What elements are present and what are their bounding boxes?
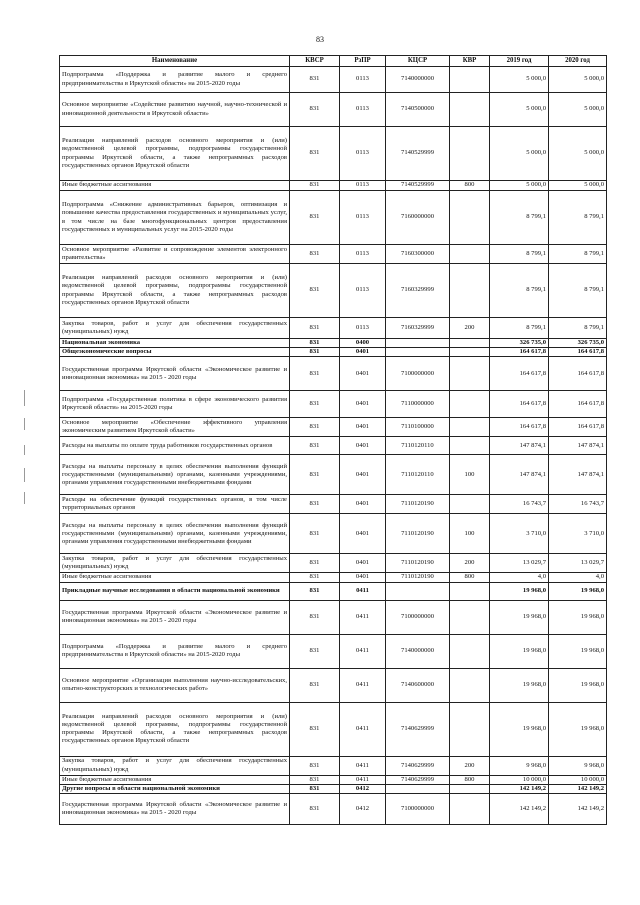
column-header-name: Наименование <box>60 56 290 67</box>
cell-2019: 5 000,0 <box>490 127 549 181</box>
cell-name: Подпрограмма «Поддержка и развитие малого и среднего предпринимательства в Иркутской области» на 2015-2020 годы <box>60 634 290 668</box>
cell-rzpr: 0411 <box>340 634 386 668</box>
cell-kcsr: 7140629999 <box>386 775 450 784</box>
table-row <box>60 514 607 554</box>
cell-kvsr: 831 <box>290 127 340 181</box>
cell-rzpr: 0411 <box>340 668 386 702</box>
cell-rzpr: 0411 <box>340 600 386 634</box>
cell-rzpr: 0401 <box>340 573 386 582</box>
cell-kvsr: 831 <box>290 784 340 793</box>
cell-kvr: 200 <box>450 756 490 775</box>
cell-kcsr: 7110000000 <box>386 391 450 418</box>
cell-kvr <box>450 264 490 318</box>
cell-kcsr: 7160300000 <box>386 245 450 264</box>
cell-name: Расходы на выплаты персоналу в целях обеспечения выполнения функций государственными (муниципальными) органами, казенными учреждениями, органами управления государственными внебюджетными фондами <box>60 514 290 554</box>
cell-kvr <box>450 391 490 418</box>
cell-name: Основное мероприятие «Организация выполнения научно-исследовательских, опытно-конструкторских и технологических работ» <box>60 668 290 702</box>
cell-rzpr: 0113 <box>340 245 386 264</box>
table-row <box>60 245 607 264</box>
column-header-2019: 2019 год <box>490 56 549 67</box>
cell-kvsr: 831 <box>290 245 340 264</box>
table-row <box>60 391 607 418</box>
cell-kvsr: 831 <box>290 264 340 318</box>
cell-2020: 147 874,1 <box>549 455 607 495</box>
cell-name: Расходы на выплаты по оплате труда работников государственных органов <box>60 437 290 455</box>
table-row <box>60 794 607 825</box>
table-row <box>60 67 607 93</box>
cell-kcsr: 7100000000 <box>386 794 450 825</box>
cell-2020: 9 968,0 <box>549 756 607 775</box>
table-row <box>60 784 607 793</box>
cell-name: Государственная программа Иркутской области «Экономическое развитие и инновационная экономика» на 2015 - 2020 годы <box>60 794 290 825</box>
cell-rzpr: 0113 <box>340 181 386 191</box>
cell-kcsr: 7140000000 <box>386 634 450 668</box>
table-row <box>60 455 607 495</box>
table-row <box>60 93 607 127</box>
cell-kcsr: 7100000000 <box>386 600 450 634</box>
cell-kcsr: 7140529999 <box>386 127 450 181</box>
cell-2020: 5 000,0 <box>549 127 607 181</box>
table-row <box>60 775 607 784</box>
cell-rzpr: 0113 <box>340 264 386 318</box>
cell-2019: 19 968,0 <box>490 668 549 702</box>
table-row <box>60 191 607 245</box>
cell-2020: 19 968,0 <box>549 634 607 668</box>
cell-2019: 147 874,1 <box>490 455 549 495</box>
table-row <box>60 600 607 634</box>
table-row <box>60 702 607 756</box>
cell-2020: 164 617,8 <box>549 357 607 391</box>
cell-2020: 5 000,0 <box>549 93 607 127</box>
cell-kvr: 200 <box>450 554 490 573</box>
cell-kvsr: 831 <box>290 348 340 357</box>
table-row <box>60 418 607 437</box>
cell-kvsr: 831 <box>290 668 340 702</box>
cell-kvsr: 831 <box>290 756 340 775</box>
cell-kcsr: 7160329999 <box>386 318 450 339</box>
cell-2019: 5 000,0 <box>490 67 549 93</box>
cell-kvr <box>450 582 490 600</box>
cell-name: Расходы на выплаты персоналу в целях обеспечения выполнения функций государственными (муниципальными) органами, казенными учреждениями, органами управления государственными внебюджетными фондами <box>60 455 290 495</box>
cell-name: Реализация направлений расходов основного мероприятия и (или) ведомственной целевой программы, подпрограммы государственной программы Иркутской области, а также непрограммных расходов государственных органов Иркутской области <box>60 127 290 181</box>
cell-2020: 5 000,0 <box>549 67 607 93</box>
cell-2019: 8 799,1 <box>490 245 549 264</box>
cell-kcsr: 7110120110 <box>386 437 450 455</box>
cell-kvr <box>450 495 490 514</box>
column-header-rzpr: РзПР <box>340 56 386 67</box>
table-row <box>60 582 607 600</box>
cell-2019: 3 710,0 <box>490 514 549 554</box>
table-row <box>60 357 607 391</box>
cell-kcsr: 7160329999 <box>386 264 450 318</box>
scan-margin-marks <box>20 390 34 510</box>
page-number: 83 <box>316 35 324 44</box>
cell-kvsr: 831 <box>290 437 340 455</box>
cell-rzpr: 0401 <box>340 391 386 418</box>
cell-kvr <box>450 348 490 357</box>
cell-name: Закупка товаров, работ и услуг для обеспечения государственных (муниципальных) нужд <box>60 554 290 573</box>
table-row <box>60 339 607 348</box>
cell-name: Подпрограмма «Снижение административных барьеров, оптимизация и повышение качества предоставления государственных и муниципальных услуг, в том числе на базе многофункциональных центров предоставления государственных и муниципальных услуг на 2015-2020 годы <box>60 191 290 245</box>
cell-kvsr: 831 <box>290 554 340 573</box>
cell-2019: 142 149,2 <box>490 794 549 825</box>
cell-kvr <box>450 127 490 181</box>
cell-kvr: 100 <box>450 514 490 554</box>
cell-2020: 10 000,0 <box>549 775 607 784</box>
cell-kcsr: 7110100000 <box>386 418 450 437</box>
cell-kvr: 800 <box>450 573 490 582</box>
cell-2019: 9 968,0 <box>490 756 549 775</box>
table-row <box>60 127 607 181</box>
cell-rzpr: 0401 <box>340 357 386 391</box>
cell-kvr <box>450 702 490 756</box>
cell-kvr <box>450 191 490 245</box>
column-header-2020: 2020 год <box>549 56 607 67</box>
cell-kcsr: 7140600000 <box>386 668 450 702</box>
table-row <box>60 634 607 668</box>
cell-rzpr: 0113 <box>340 127 386 181</box>
cell-2020: 164 617,8 <box>549 418 607 437</box>
cell-2019: 19 968,0 <box>490 582 549 600</box>
cell-rzpr: 0401 <box>340 554 386 573</box>
cell-rzpr: 0401 <box>340 495 386 514</box>
cell-kvsr: 831 <box>290 495 340 514</box>
cell-2019: 19 968,0 <box>490 634 549 668</box>
cell-rzpr: 0113 <box>340 318 386 339</box>
cell-kcsr <box>386 784 450 793</box>
table-row <box>60 318 607 339</box>
cell-kcsr <box>386 339 450 348</box>
cell-2020: 19 968,0 <box>549 702 607 756</box>
column-header-kvr: КВР <box>450 56 490 67</box>
cell-rzpr: 0412 <box>340 794 386 825</box>
cell-rzpr: 0401 <box>340 418 386 437</box>
cell-2019: 164 617,8 <box>490 391 549 418</box>
table-row <box>60 348 607 357</box>
cell-2019: 8 799,1 <box>490 318 549 339</box>
cell-2020: 142 149,2 <box>549 794 607 825</box>
budget-table <box>59 55 607 825</box>
cell-rzpr: 0411 <box>340 756 386 775</box>
cell-2020: 326 735,0 <box>549 339 607 348</box>
cell-2019: 164 617,8 <box>490 348 549 357</box>
cell-2020: 4,0 <box>549 573 607 582</box>
cell-kvsr: 831 <box>290 702 340 756</box>
cell-2019: 5 000,0 <box>490 93 549 127</box>
cell-kvr <box>450 784 490 793</box>
cell-kvsr: 831 <box>290 391 340 418</box>
cell-2020: 147 874,1 <box>549 437 607 455</box>
cell-rzpr: 0401 <box>340 455 386 495</box>
cell-kcsr: 7160000000 <box>386 191 450 245</box>
cell-kvr <box>450 245 490 264</box>
cell-2020: 19 968,0 <box>549 582 607 600</box>
cell-kvsr: 831 <box>290 455 340 495</box>
cell-name: Другие вопросы в области национальной экономики <box>60 784 290 793</box>
cell-kvsr: 831 <box>290 794 340 825</box>
cell-rzpr: 0401 <box>340 348 386 357</box>
cell-kcsr: 7110120110 <box>386 455 450 495</box>
cell-2019: 4,0 <box>490 573 549 582</box>
cell-name: Национальная экономика <box>60 339 290 348</box>
cell-kvr <box>450 339 490 348</box>
cell-kvr <box>450 634 490 668</box>
cell-name: Иные бюджетные ассигнования <box>60 181 290 191</box>
cell-2019: 10 000,0 <box>490 775 549 784</box>
cell-name: Государственная программа Иркутской области «Экономическое развитие и инновационная экономика» на 2015 - 2020 годы <box>60 357 290 391</box>
cell-rzpr: 0113 <box>340 191 386 245</box>
cell-2020: 3 710,0 <box>549 514 607 554</box>
cell-2020: 19 968,0 <box>549 600 607 634</box>
cell-kcsr: 7140529999 <box>386 181 450 191</box>
cell-2019: 326 735,0 <box>490 339 549 348</box>
cell-name: Реализация направлений расходов основного мероприятия и (или) ведомственной целевой программы, подпрограммы государственной программы Иркутской области, а также непрограммных расходов государственных органов Иркутской области <box>60 702 290 756</box>
cell-name: Иные бюджетные ассигнования <box>60 573 290 582</box>
cell-kcsr: 7110120190 <box>386 573 450 582</box>
cell-name: Закупка товаров, работ и услуг для обеспечения государственных (муниципальных) нужд <box>60 318 290 339</box>
cell-rzpr: 0113 <box>340 93 386 127</box>
column-header-kcsr: КЦСР <box>386 56 450 67</box>
table-row <box>60 668 607 702</box>
cell-2019: 164 617,8 <box>490 418 549 437</box>
cell-kvsr: 831 <box>290 573 340 582</box>
cell-2020: 8 799,1 <box>549 245 607 264</box>
cell-2020: 5 000,0 <box>549 181 607 191</box>
cell-kvr: 800 <box>450 775 490 784</box>
cell-2019: 164 617,8 <box>490 357 549 391</box>
cell-kvr: 200 <box>450 318 490 339</box>
table-row <box>60 554 607 573</box>
cell-kvsr: 831 <box>290 181 340 191</box>
cell-2020: 8 799,1 <box>549 318 607 339</box>
cell-2020: 8 799,1 <box>549 191 607 245</box>
cell-rzpr: 0411 <box>340 775 386 784</box>
cell-kcsr: 7140629999 <box>386 702 450 756</box>
cell-kvsr: 831 <box>290 634 340 668</box>
cell-kvr <box>450 357 490 391</box>
table-row <box>60 573 607 582</box>
table-row <box>60 264 607 318</box>
cell-2019: 147 874,1 <box>490 437 549 455</box>
cell-kvsr: 831 <box>290 514 340 554</box>
cell-name: Общеэкономические вопросы <box>60 348 290 357</box>
cell-name: Прикладные научные исследования в области национальной экономики <box>60 582 290 600</box>
table-header-row <box>60 56 607 67</box>
cell-name: Реализация направлений расходов основного мероприятия и (или) ведомственной целевой программы, подпрограммы государственной программы Иркутской области, а также непрограммных расходов государственных органов Иркутской области <box>60 264 290 318</box>
cell-2019: 8 799,1 <box>490 191 549 245</box>
cell-kcsr: 7140500000 <box>386 93 450 127</box>
cell-2019: 13 029,7 <box>490 554 549 573</box>
cell-rzpr: 0401 <box>340 437 386 455</box>
cell-name: Основное мероприятие «Обеспечение эффективного управления экономическим развитием Иркутской области» <box>60 418 290 437</box>
cell-kvsr: 831 <box>290 582 340 600</box>
cell-kvr <box>450 67 490 93</box>
cell-kvr: 100 <box>450 455 490 495</box>
cell-name: Основное мероприятие «Развитие и сопровождение элементов электронного правительства» <box>60 245 290 264</box>
cell-2020: 13 029,7 <box>549 554 607 573</box>
cell-kcsr <box>386 348 450 357</box>
cell-rzpr: 0411 <box>340 702 386 756</box>
cell-kcsr: 7140629999 <box>386 756 450 775</box>
cell-2019: 19 968,0 <box>490 600 549 634</box>
cell-rzpr: 0411 <box>340 582 386 600</box>
cell-2019: 19 968,0 <box>490 702 549 756</box>
cell-rzpr: 0400 <box>340 339 386 348</box>
cell-kvsr: 831 <box>290 775 340 784</box>
cell-2020: 16 743,7 <box>549 495 607 514</box>
cell-2019: 8 799,1 <box>490 264 549 318</box>
cell-2019: 142 149,2 <box>490 784 549 793</box>
cell-kvr <box>450 437 490 455</box>
cell-kcsr: 7140000000 <box>386 67 450 93</box>
cell-kvr <box>450 668 490 702</box>
cell-kvsr: 831 <box>290 67 340 93</box>
cell-kvr <box>450 93 490 127</box>
cell-2020: 142 149,2 <box>549 784 607 793</box>
cell-kcsr: 7110120190 <box>386 495 450 514</box>
cell-kvsr: 831 <box>290 357 340 391</box>
cell-name: Закупка товаров, работ и услуг для обеспечения государственных (муниципальных) нужд <box>60 756 290 775</box>
cell-name: Подпрограмма «Государственная политика в сфере экономического развития Иркутской области» на 2015-2020 годы <box>60 391 290 418</box>
cell-kvr <box>450 600 490 634</box>
cell-name: Расходы на обеспечение функций государственных органов, в том числе территориальных органов <box>60 495 290 514</box>
cell-kvsr: 831 <box>290 318 340 339</box>
cell-rzpr: 0113 <box>340 67 386 93</box>
table-row <box>60 437 607 455</box>
cell-name: Иные бюджетные ассигнования <box>60 775 290 784</box>
cell-kvsr: 831 <box>290 339 340 348</box>
cell-kvr <box>450 794 490 825</box>
cell-kcsr: 7110120190 <box>386 554 450 573</box>
cell-2019: 5 000,0 <box>490 181 549 191</box>
table-row <box>60 495 607 514</box>
cell-rzpr: 0412 <box>340 784 386 793</box>
cell-name: Государственная программа Иркутской области «Экономическое развитие и инновационная экономика» на 2015 - 2020 годы <box>60 600 290 634</box>
cell-kvsr: 831 <box>290 600 340 634</box>
cell-name: Подпрограмма «Поддержка и развитие малого и среднего предпринимательства в Иркутской области» на 2015-2020 годы <box>60 67 290 93</box>
cell-rzpr: 0401 <box>340 514 386 554</box>
cell-kcsr <box>386 582 450 600</box>
cell-kcsr: 7100000000 <box>386 357 450 391</box>
table-row <box>60 756 607 775</box>
cell-kvr: 800 <box>450 181 490 191</box>
cell-kvsr: 831 <box>290 191 340 245</box>
cell-2020: 164 617,8 <box>549 348 607 357</box>
cell-kcsr: 7110120190 <box>386 514 450 554</box>
cell-2020: 8 799,1 <box>549 264 607 318</box>
cell-2020: 19 968,0 <box>549 668 607 702</box>
cell-name: Основное мероприятие «Содействие развитию научной, научно-технической и инновационной деятельности в Иркутской области» <box>60 93 290 127</box>
cell-2019: 16 743,7 <box>490 495 549 514</box>
cell-kvr <box>450 418 490 437</box>
column-header-kvsr: КВСР <box>290 56 340 67</box>
cell-kvsr: 831 <box>290 93 340 127</box>
table-row <box>60 181 607 191</box>
cell-kvsr: 831 <box>290 418 340 437</box>
cell-2020: 164 617,8 <box>549 391 607 418</box>
